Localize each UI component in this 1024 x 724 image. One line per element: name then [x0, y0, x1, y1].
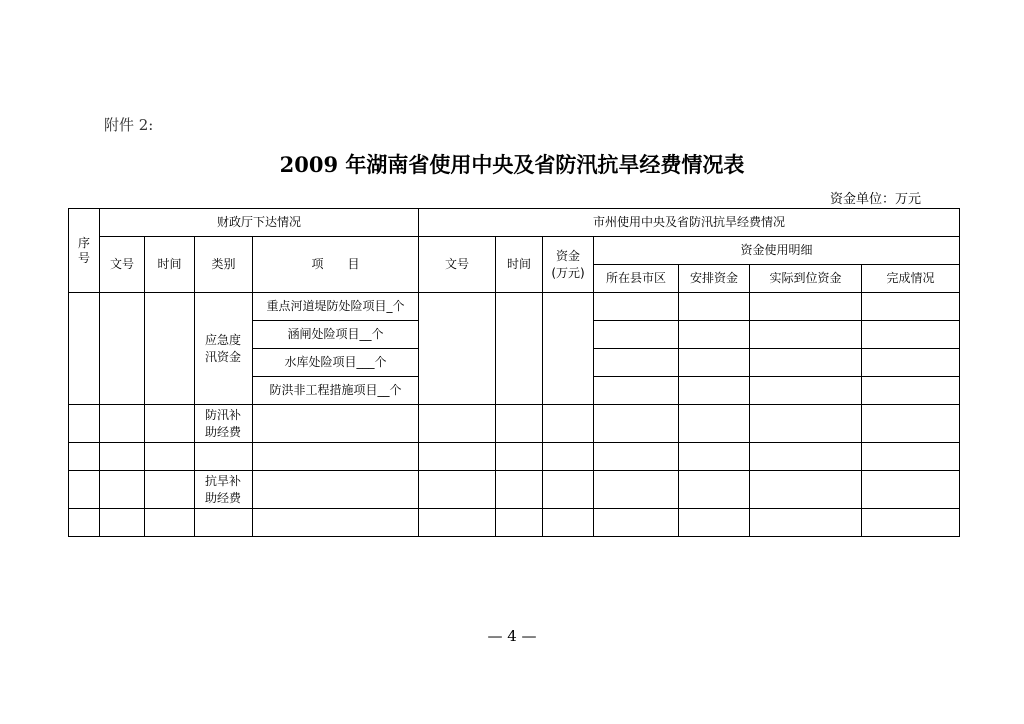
table-cell — [69, 443, 100, 471]
table-cell — [862, 349, 960, 377]
table-cell — [496, 293, 543, 405]
header-time: 时间 — [145, 237, 195, 293]
table-cell — [145, 509, 195, 537]
table-cell — [679, 471, 750, 509]
table-cell — [594, 509, 679, 537]
table-cell — [100, 405, 145, 443]
fund-unit-label: 资金单位：万元 — [829, 192, 921, 207]
table-cell — [100, 509, 145, 537]
page-number: — 4 — — [487, 627, 537, 645]
table-cell — [594, 405, 679, 443]
header-actual: 实际到位资金 — [750, 265, 862, 293]
table-cell — [496, 405, 543, 443]
header-detail-group: 资金使用明细 — [594, 237, 960, 265]
header-arranged: 安排资金 — [679, 265, 750, 293]
table-cell — [750, 405, 862, 443]
header-city-group: 市州使用中央及省防汛抗旱经费情况 — [419, 209, 960, 237]
table-cell — [750, 377, 862, 405]
table-cell — [862, 377, 960, 405]
header-seq: 序 号 — [69, 209, 100, 293]
category-drought-subsidy: 抗旱补 助经费 — [195, 471, 253, 509]
table-cell — [679, 377, 750, 405]
table-cell — [750, 349, 862, 377]
table-cell — [100, 293, 145, 405]
table-cell — [145, 405, 195, 443]
table-cell — [496, 471, 543, 509]
project-item: 重点河道堤防处险项目_个 — [253, 293, 419, 321]
header-city-time: 时间 — [496, 237, 543, 293]
table-cell — [862, 471, 960, 509]
category-flood-subsidy: 防汛补 助经费 — [195, 405, 253, 443]
header-doc-no: 文号 — [100, 237, 145, 293]
table-cell — [543, 293, 594, 405]
table-cell — [543, 405, 594, 443]
table-cell — [253, 471, 419, 509]
table-cell — [195, 443, 253, 471]
table-cell — [594, 293, 679, 321]
attachment-label: 附件 2: — [104, 116, 154, 134]
table-cell — [253, 443, 419, 471]
table-cell — [750, 509, 862, 537]
table-cell — [419, 293, 496, 405]
table-cell — [862, 321, 960, 349]
table-cell — [679, 321, 750, 349]
table-cell — [253, 405, 419, 443]
table-cell — [253, 509, 419, 537]
table-cell — [496, 443, 543, 471]
project-item: 水库处险项目___个 — [253, 349, 419, 377]
table-cell — [594, 321, 679, 349]
table-cell — [419, 509, 496, 537]
header-fund: 资金 (万元) — [543, 237, 594, 293]
funding-table — [68, 208, 960, 537]
header-finance-group: 财政厅下达情况 — [100, 209, 419, 237]
table-cell — [145, 471, 195, 509]
table-cell — [69, 405, 100, 443]
header-category: 类别 — [195, 237, 253, 293]
table-cell — [419, 443, 496, 471]
table-cell — [750, 471, 862, 509]
header-project: 项 目 — [253, 237, 419, 293]
table-cell — [69, 471, 100, 509]
header-county: 所在县市区 — [594, 265, 679, 293]
table-cell — [750, 321, 862, 349]
table-cell — [145, 293, 195, 405]
table-cell — [750, 293, 862, 321]
table-cell — [750, 443, 862, 471]
table-cell — [594, 471, 679, 509]
table-cell — [419, 405, 496, 443]
table-cell — [594, 349, 679, 377]
table-cell — [862, 405, 960, 443]
table-cell — [679, 349, 750, 377]
table-cell — [862, 293, 960, 321]
category-emergency: 应急度 汛资金 — [195, 293, 253, 405]
table-cell — [69, 293, 100, 405]
table-cell — [145, 443, 195, 471]
table-cell — [496, 509, 543, 537]
table-cell — [100, 443, 145, 471]
table-cell — [419, 471, 496, 509]
project-item: 防洪非工程措施项目__个 — [253, 377, 419, 405]
table-cell — [679, 443, 750, 471]
table-cell — [100, 471, 145, 509]
table-cell — [543, 471, 594, 509]
table-cell — [543, 443, 594, 471]
table-cell — [679, 509, 750, 537]
table-cell — [69, 509, 100, 537]
table-cell — [679, 293, 750, 321]
project-item: 涵闸处险项目__个 — [253, 321, 419, 349]
table-cell — [594, 377, 679, 405]
table-cell — [195, 509, 253, 537]
page-title: 2009 年湖南省使用中央及省防汛抗旱经费情况表 — [279, 152, 745, 177]
table-cell — [543, 509, 594, 537]
header-city-doc-no: 文号 — [419, 237, 496, 293]
table-cell — [862, 509, 960, 537]
header-status: 完成情况 — [862, 265, 960, 293]
table-cell — [862, 443, 960, 471]
table-cell — [679, 405, 750, 443]
table-cell — [594, 443, 679, 471]
